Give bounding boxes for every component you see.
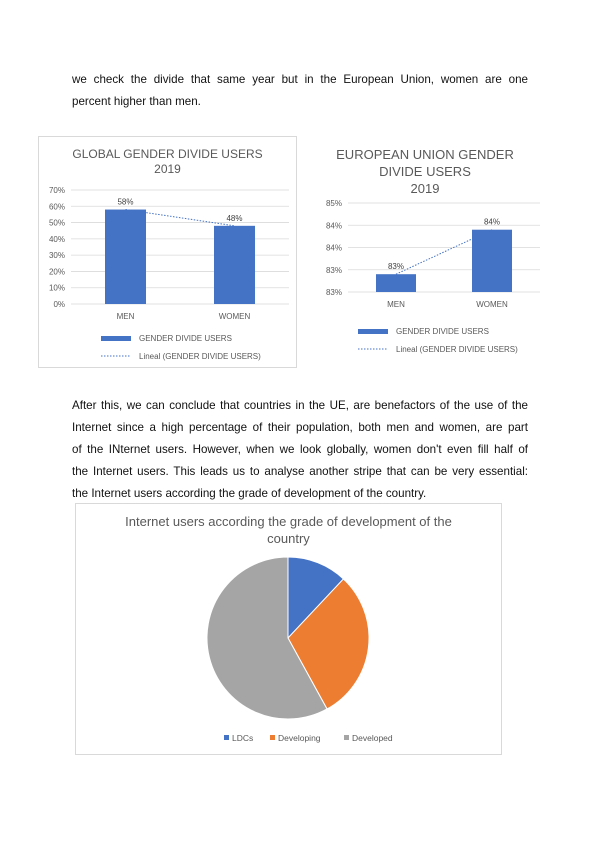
development-pie-chart bbox=[75, 503, 502, 755]
legend-label: LDCs bbox=[232, 733, 254, 743]
text-line: After this, we can conclude that countries in the UE, are benefactors of the use of the bbox=[72, 399, 528, 412]
text-line: percent higher than men. bbox=[72, 95, 201, 108]
y-tick-label: 83% bbox=[325, 265, 342, 275]
y-tick-label: 84% bbox=[325, 221, 342, 231]
bar bbox=[376, 274, 416, 292]
legend-swatch bbox=[224, 735, 229, 740]
x-tick-label: MEN bbox=[387, 300, 405, 309]
y-tick-label: 50% bbox=[48, 218, 65, 228]
legend-label: GENDER DIVIDE USERS bbox=[396, 327, 489, 336]
data-label: 58% bbox=[117, 197, 134, 207]
legend-swatch bbox=[358, 329, 388, 334]
y-tick-label: 40% bbox=[48, 234, 65, 244]
x-tick-label: WOMEN bbox=[218, 312, 251, 321]
global-bar-chart-svg bbox=[39, 137, 296, 367]
y-tick-label: 20% bbox=[48, 267, 65, 277]
chart-title-line: Internet users according the grade of development of the bbox=[125, 514, 452, 529]
y-tick-label: 60% bbox=[48, 202, 65, 212]
paragraph-conclusion bbox=[72, 395, 528, 505]
legend-label: Lineal (GENDER DIVIDE USERS) bbox=[396, 345, 518, 354]
x-tick-label: WOMEN bbox=[476, 300, 508, 309]
legend-swatch bbox=[270, 735, 275, 740]
chart-title-line: DIVIDE USERS bbox=[379, 164, 471, 179]
legend-label: Developed bbox=[352, 733, 393, 743]
pie-chart-svg bbox=[76, 504, 501, 754]
text-line: the Internet users according the grade of development of the country. bbox=[72, 487, 427, 500]
data-label: 84% bbox=[483, 217, 501, 227]
text-line: of the INternet users. However, when we look globally, women don't even fill half of bbox=[72, 443, 528, 456]
legend-swatch bbox=[101, 336, 131, 341]
y-tick-label: 10% bbox=[48, 283, 65, 293]
chart-title-line: EUROPEAN UNION GENDER bbox=[336, 147, 514, 162]
paragraph-intro bbox=[72, 69, 528, 113]
bar bbox=[105, 210, 146, 304]
text-line: Internet since a high percentage of their population, both men and women, are part bbox=[72, 421, 528, 434]
chart-title-line: GLOBAL GENDER DIVIDE USERS bbox=[72, 147, 263, 161]
text-line: we check the divide that same year but in the European Union, women are one bbox=[72, 73, 528, 86]
legend-label: Developing bbox=[278, 733, 321, 743]
x-tick-label: MEN bbox=[116, 312, 135, 321]
text-line: the Internet users. This leads us to analyse another stripe that can be very essential: bbox=[72, 465, 528, 478]
y-tick-label: 30% bbox=[48, 251, 65, 261]
y-tick-label: 84% bbox=[325, 243, 342, 253]
chart-title-line: country bbox=[267, 531, 310, 546]
y-tick-label: 85% bbox=[325, 199, 342, 208]
chart-title-year: 2019 bbox=[410, 181, 440, 196]
eu-bar-chart-svg bbox=[300, 140, 550, 370]
y-tick-label: 70% bbox=[48, 186, 65, 195]
data-label: 48% bbox=[226, 213, 243, 223]
eu-gender-chart bbox=[300, 140, 550, 370]
legend-swatch bbox=[344, 735, 349, 740]
y-tick-label: 83% bbox=[325, 288, 342, 297]
legend-label: GENDER DIVIDE USERS bbox=[139, 334, 232, 343]
legend-label: Lineal (GENDER DIVIDE USERS) bbox=[139, 352, 261, 361]
data-label: 83% bbox=[387, 262, 405, 272]
global-gender-chart bbox=[38, 136, 297, 368]
chart-title-year: 2019 bbox=[154, 162, 181, 176]
bar bbox=[472, 230, 512, 292]
y-tick-label: 0% bbox=[53, 300, 65, 309]
bar bbox=[214, 226, 255, 304]
